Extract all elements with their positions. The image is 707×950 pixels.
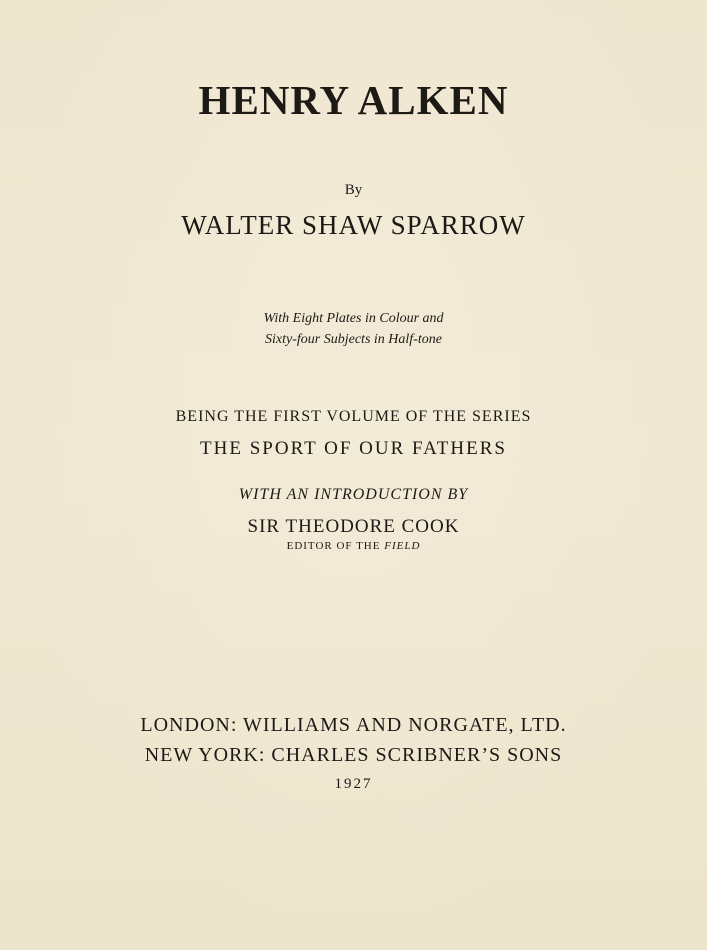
by-line: By [344,182,363,198]
introducer-name: SIR THEODORE COOK [247,516,460,537]
plates-description-line-2: Sixty-four Subjects in Half-tone [265,332,442,347]
author-name: WALTER SHAW SPARROW [181,210,526,240]
series-statement: BEING THE FIRST VOLUME OF THE SERIES [175,408,532,425]
book-title: HENRY ALKEN [198,77,509,123]
introducer-role [0,538,707,554]
editor-prefix: EDITOR OF THE [286,540,381,552]
publication-year: 1927 [334,776,373,792]
editor-publication: FIELD [384,540,421,552]
introduction-by: WITH AN INTRODUCTION BY [238,486,469,503]
plates-description-line-1: With Eight Plates in Colour and [263,311,444,326]
publisher-london: LONDON: WILLIAMS AND NORGATE, LTD. [140,714,567,736]
publisher-new-york: NEW YORK: CHARLES SCRIBNER’S SONS [144,744,563,766]
series-title: THE SPORT OF OUR FATHERS [200,438,507,459]
